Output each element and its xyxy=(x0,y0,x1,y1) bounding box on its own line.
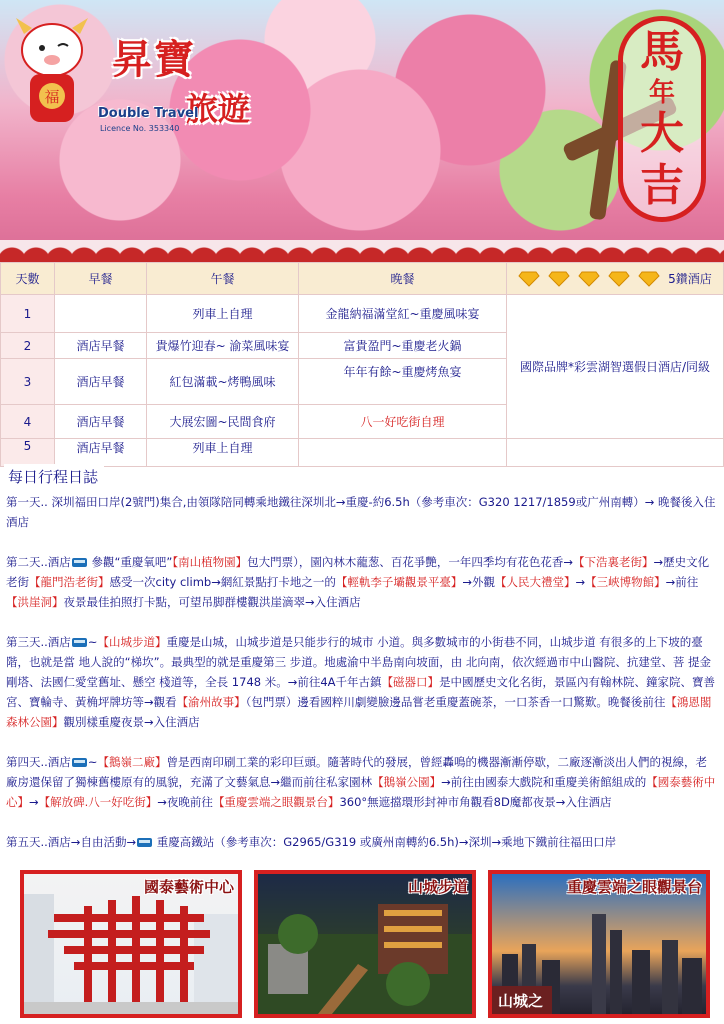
hotel-rating-label: 5鑽酒店 xyxy=(668,272,712,286)
lunch-cell: 貴爆竹迎春~ 渝菜風味宴 xyxy=(147,333,299,359)
attraction-name: 【龍門浩老街】 xyxy=(29,575,110,589)
dinner-cell xyxy=(299,439,507,467)
diamond-icon xyxy=(548,271,570,287)
dinner-cell: 金龍納福滿堂紅~重慶風味宴 xyxy=(299,295,507,333)
day3-text: 觀別樣重慶夜景→入住酒店 xyxy=(63,715,200,729)
day2-text: 第二天..酒店 xyxy=(6,555,71,569)
attraction-name: 【鵝嶺二廠】 xyxy=(97,755,167,769)
day-cell: 5 xyxy=(1,439,55,467)
day3-text: 是中國歷史文化名街，景區內有翰林院、鐘家院、寶善宮、寶輪寺、黃桷坪牌坊等→觀看 xyxy=(6,675,716,709)
day4-text: ~ xyxy=(87,755,98,769)
day1-paragraph: 第一天.. 深圳福田口岸(2號門)集合,由領隊陪同轉乘地鐵往深圳北→重慶-約6.5h（參考車次：G320 1217/1859或广州南轉）→ 晚餐後入住酒店 xyxy=(6,495,716,529)
header-hotel xyxy=(507,263,724,295)
diamond-icon xyxy=(518,271,540,287)
breakfast-cell: 酒店早餐 xyxy=(55,359,147,405)
bus-icon xyxy=(72,758,87,767)
festive-cloud-border xyxy=(0,240,724,262)
header-breakfast: 早餐 xyxy=(55,263,147,295)
attraction-name: 【渝州故事】 xyxy=(176,695,246,709)
day5-paragraph xyxy=(6,832,718,852)
brand-logo-sub: 旅遊 xyxy=(186,90,251,128)
lunch-cell: 列車上自理 xyxy=(147,439,299,467)
day3-paragraph xyxy=(6,632,718,732)
day2-text: 感受一次city climb→網紅景點打卡地之一的 xyxy=(109,575,336,589)
seal-char: 吉 xyxy=(640,160,684,211)
day3-text: 重慶是山城，山城步道是只能步行的城市 小道。與多數城市的小街巷不同，山城步道 有很多的上下坡的臺階，也就是當 地人說的“梯坎”。最典型的就是重慶第三 步道。地處渝中半島南向坡面，由 北向南，依次經過市中山醫院、抗建堂、菩 提金剛塔、法國仁愛堂舊址、懸空 棧道等，全長 1748 米。→前往4A千年古鎮 xyxy=(6,635,712,689)
attraction-name: 【國泰藝術中心】 xyxy=(6,775,716,809)
attraction-name: 【重慶雲端之眼觀景台】 xyxy=(212,795,340,809)
day3-text: 第三天..酒店 xyxy=(6,635,71,649)
table-row xyxy=(1,295,724,333)
day2-text: →歷史文化老街 xyxy=(6,555,710,589)
day-cell: 3 xyxy=(1,359,55,405)
day4-text: →夜晚前往 xyxy=(157,795,213,809)
attraction-name: 【鴻恩閣森林公園】 xyxy=(6,695,712,729)
bus-icon xyxy=(137,838,152,847)
day4-text: 360°無遮擋環形封神市角觀看8D魔都夜景→入住酒店 xyxy=(339,795,612,809)
day5-text: 第五天..酒店→自由活動→ xyxy=(6,835,137,849)
day2-text: →外觀 xyxy=(462,575,495,589)
attraction-name: 【磁器口】 xyxy=(381,675,440,689)
photo-caption: 國泰藝術中心 xyxy=(143,878,234,896)
header-dinner: 晚餐 xyxy=(299,263,507,295)
photo-caption: 重慶雲端之眼觀景台 xyxy=(566,878,702,896)
day4-text: →前往由國泰大戲院和重慶美術館組成的 xyxy=(441,775,647,789)
breakfast-cell xyxy=(55,295,147,333)
daily-schedule xyxy=(6,492,718,872)
table-header-row xyxy=(1,263,724,295)
attraction-name: 【解放碑.八一好吃街】 xyxy=(38,795,158,809)
day-cell: 4 xyxy=(1,405,55,439)
day4-paragraph xyxy=(6,752,718,812)
photo-shancheng-trail xyxy=(254,870,476,1018)
bus-icon xyxy=(72,558,87,567)
day-cell: 1 xyxy=(1,295,55,333)
day4-text: 曾是西南印刷工業的彩印巨頭。隨著時代的發展，曾經轟鳴的機器漸漸停歇，二廠逐漸淡出人們的視線，老廠房還保留了獨棟舊樓原有的風貌，充滿了文藝氣息→繼而前往私家園林 xyxy=(6,755,707,789)
day2-text: → xyxy=(575,575,586,589)
hotel-cell: 國際品牌*彩雲湖智選假日酒店/同級 xyxy=(507,295,724,439)
dinner-cell: 年年有餘~重慶烤魚宴 xyxy=(299,359,507,405)
attraction-name: 【下浩裏老街】 xyxy=(573,555,654,569)
photo-caption: 山城步道 xyxy=(407,878,468,896)
mascot-illustration xyxy=(8,14,96,132)
photo-cloud-eye-observatory xyxy=(488,870,710,1018)
bus-icon xyxy=(72,638,87,647)
day2-text: 夜景最佳拍照打卡點，可望吊脚群樓觀洪崖滴翠→入住酒店 xyxy=(63,595,361,609)
seal-char: 馬 xyxy=(640,26,684,77)
attraction-name: 【人民大禮堂】 xyxy=(494,575,576,589)
new-year-seal xyxy=(618,16,706,222)
diamond-icon xyxy=(638,271,660,287)
breakfast-cell: 酒店早餐 xyxy=(55,405,147,439)
diamond-icon xyxy=(608,271,630,287)
attraction-name: 【洪崖洞】 xyxy=(6,595,64,609)
dinner-cell: 富貴盈門~重慶老火鍋 xyxy=(299,333,507,359)
sign-text: 山城之 xyxy=(498,992,544,1010)
brand-english-name: Double Travel xyxy=(98,106,199,121)
licence-number: Licence No. 353340 xyxy=(100,124,180,133)
day4-text: 第四天..酒店 xyxy=(6,755,71,769)
day2-text: 包大門票），園內林木蘢葱、百花爭艷，一年四季均有花色花香→ xyxy=(247,555,574,569)
photo-guotai-art-center xyxy=(20,870,242,1018)
attraction-name: 【山城步道】 xyxy=(97,635,167,649)
breakfast-cell: 酒店早餐 xyxy=(55,333,147,359)
hotel-cell-empty xyxy=(507,439,724,467)
dinner-cell: 八一好吃街自理 xyxy=(299,405,507,439)
day5-text: 重慶高鐵站（參考車次：G2965/G319 或廣州南轉約6.5h)→深圳→乘地下鐵前往福田口岸 xyxy=(153,835,617,849)
daily-schedule-title: 每日行程日誌 xyxy=(4,464,104,488)
day4-text: → xyxy=(29,795,39,809)
header-lunch: 午餐 xyxy=(147,263,299,295)
attraction-name: 【鵝嶺公園】 xyxy=(372,775,442,789)
attraction-name: 【輕軌李子壩觀景平臺】 xyxy=(335,575,463,589)
lunch-cell: 大展宏圖~民間食府 xyxy=(147,405,299,439)
hero-banner xyxy=(0,0,724,262)
header-day: 天數 xyxy=(1,263,55,295)
day3-text: （包門票）邊看國粹川劇變臉邊品嘗老重慶蓋碗茶，一口茶香一口驚歎。晚餐後前往 xyxy=(245,695,666,709)
day3-text: ~ xyxy=(87,635,98,649)
attraction-name: 【三峽博物館】 xyxy=(585,575,666,589)
day-cell: 2 xyxy=(1,333,55,359)
diamond-icon xyxy=(578,271,600,287)
seal-char: 年 xyxy=(648,78,675,108)
lunch-cell: 紅包滿載~烤鴨風味 xyxy=(147,359,299,405)
table-row xyxy=(1,439,724,467)
mascot-badge-text: 福 xyxy=(44,88,60,106)
brand-logo-title: 昇寶 xyxy=(112,36,196,83)
breakfast-cell: 酒店早餐 xyxy=(55,439,147,467)
lunch-cell: 列車上自理 xyxy=(147,295,299,333)
day2-paragraph xyxy=(6,552,718,612)
attraction-name: 【南山植物園】 xyxy=(172,555,248,569)
seal-char: 大 xyxy=(640,108,684,159)
day2-text: →前往 xyxy=(665,575,699,589)
day2-text: 參觀“重慶氧吧” xyxy=(87,555,173,569)
itinerary-table xyxy=(0,262,724,467)
